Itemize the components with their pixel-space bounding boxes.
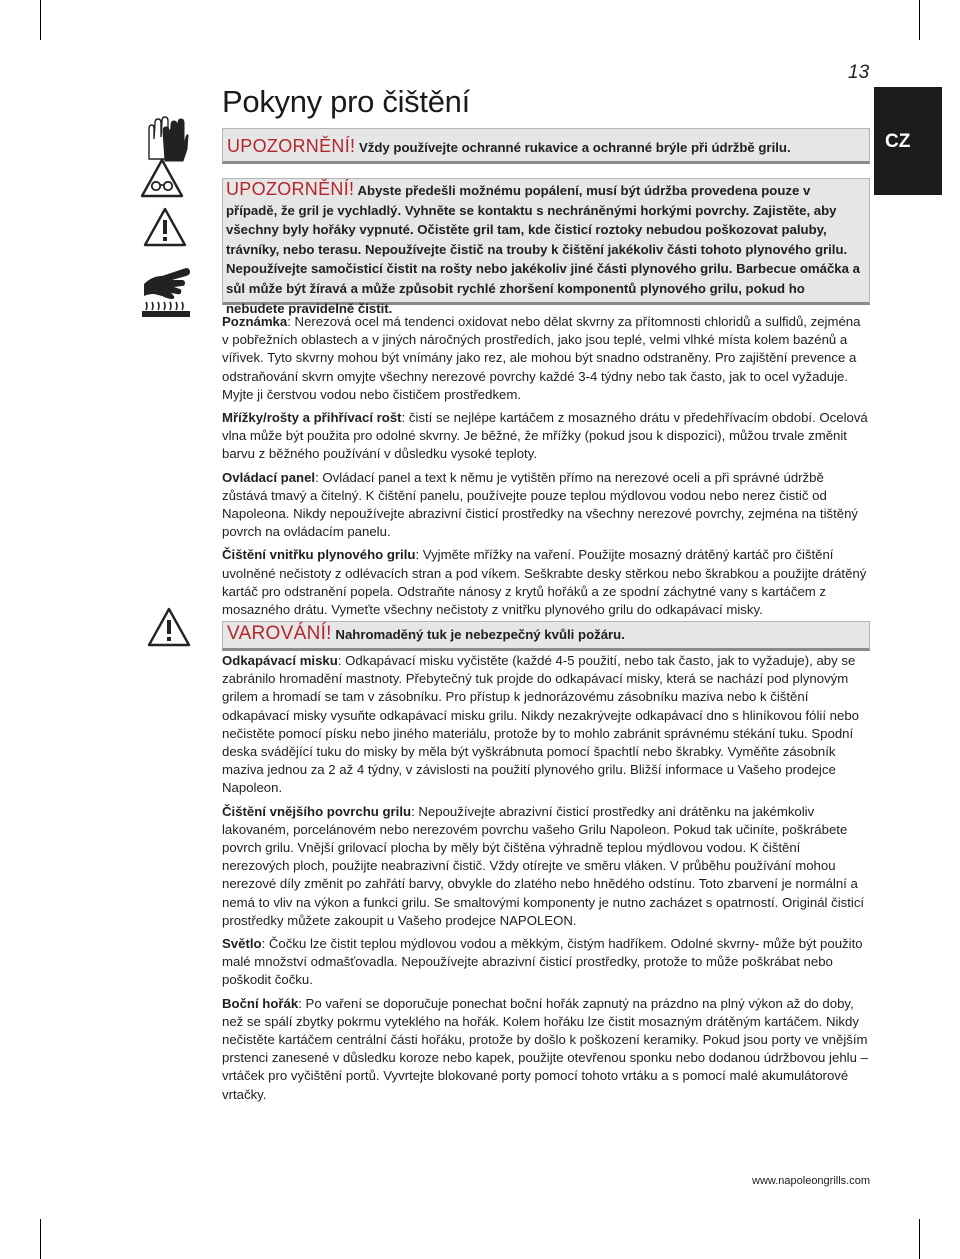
grease-warning-box xyxy=(222,621,870,651)
section-label: Mřížky/rošty a přihřívací rošt xyxy=(222,410,402,426)
crop-mark-bottom-left xyxy=(0,1219,41,1259)
control-panel-paragraph xyxy=(222,469,870,542)
protective-gloves-icon xyxy=(143,115,189,163)
warning-triangle-icon xyxy=(143,207,187,247)
section-text: : Po vaření se doporučuje ponechat boční hořák zapnutý na prázdno na plný výkon až do doby, než se spálí zbytky pokrmu vyteklého na hořák. Kolem hořáku lze čistit mosazným drátěným kartáčem. Nikdy nečistěte kartáčem centrální části hořáku, protože by došlo k poškození keramiky. Pokud jsou porty ve vnějším prstenci zanesené v důsledku koroze nebo kapek, použijte otevřenou sponku nebo dodanou údržbovou jehlu – vrtáček pro vyčištění portů. Vyvrtejte blokované porty pomocí tohoto vrtáku a s pomocí malé akumulátorové vrtačky. xyxy=(222,995,868,1102)
drip-pan-paragraph xyxy=(222,652,870,798)
language-tab xyxy=(874,87,942,195)
light-paragraph xyxy=(222,935,870,990)
section-label: Světlo xyxy=(222,936,262,952)
caution-text: Abyste předešli možnému popálení, musí být údržba provedena pouze v případě, že gril je vychladlý. Vyhněte se kontaktu s nechráněnými horkými povrchy. Zajistěte, aby všechny byly hořáky vypnuté. Očistěte gril tam, kde čisticí roztoky nebudou poškozovat paluby, trávníky, nebo terasu. Nepoužívejte čistič na trouby k čištění jakékoliv části tohoto plynového grilu. Nepoužívejte samočisticí čistit na rošty nebo jakékoliv jiné části plynového grilu. Barbecue omáčka a sůl může být žíravá a může způsobit rychlé zhoršení komponentů plynového grilu, pokud ho nebudete pravidelně čistit. xyxy=(226,183,860,316)
section-label: Poznámka xyxy=(222,314,288,329)
language-tab-label: CZ xyxy=(885,131,911,152)
exterior-paragraph xyxy=(222,803,870,930)
burns-caution-box xyxy=(222,178,870,316)
cleaning-instructions-upper xyxy=(222,313,870,619)
section-label: Čištění vnitřku plynového grilu xyxy=(222,547,416,563)
gloves-caution-box xyxy=(222,128,870,164)
warning-text: Nahromaděný tuk je nebezpečný kvůli požáru. xyxy=(331,627,625,642)
caution-text: Vždy používejte ochranné rukavice a ochranné brýle při údržbě grilu. xyxy=(355,140,791,155)
side-burner-paragraph xyxy=(222,995,870,1104)
grids-paragraph xyxy=(222,409,870,464)
note-paragraph xyxy=(222,313,870,404)
section-text: : Nepoužívejte abrazivní čisticí prostředky ani drátěnku na jakémkoliv lakovaném, porcelánovém nebo nerezovém povrchu vašeho Grilu Napoleon. Pokud tak učiníte, poškrábete povrch grilu. Vnější grilovací plocha by měly být čištěna výhradně teplou mýdlovou vodou. K čištění nerezových ploch, použijte neabrazivní čistič. Vždy otírejte ve směru vláken. V průběhu používání mohou nerezové díly změnit po zahřátí barvy, obvykle do zlatého nebo hnědého odstínu. Toto zbarvení je normální a nemá to vliv na výkon a funkci grilu. Se smaltovými komponenty je nutno zacházet s opatrností. Originál čisticí prostředky můžete zakoupit u Vašeho prodejce NAPOLEON. xyxy=(222,803,865,928)
warning-keyword: VAROVÁNÍ! xyxy=(227,623,332,644)
section-label: Čištění vnějšího povrchu grilu xyxy=(222,803,412,819)
page-title: Pokyny pro čištění xyxy=(222,84,470,119)
section-text: : Vyjměte mřížky na vaření. Použijte mosazný drátěný kartáč pro čištění uvolněné nečistoty z odlévacích stran a pod víkem. Seškrabte desky stěrkou nebo škrabkou a použijte drátěný kartáč pro odstranění popela. Odstraňte nánosy z krytů hořáků a ze spodní záchytné vany s kartáčem z mosazného drátu. Vymeťte všechny nečistoty z vnitřku plynového grilu do odkapávací misky. xyxy=(222,547,867,618)
section-label: Boční hořák xyxy=(222,995,299,1011)
crop-mark-top-right xyxy=(919,0,960,40)
hot-surface-hand-icon xyxy=(138,264,194,320)
warning-triangle-icon xyxy=(147,607,191,647)
section-label: Ovládací panel xyxy=(222,469,316,485)
crop-mark-top-left xyxy=(0,0,41,40)
section-label: Odkapávací misku xyxy=(222,653,338,668)
crop-mark-bottom-right xyxy=(919,1219,960,1259)
footer-website-link[interactable]: www.napoleongrills.com xyxy=(752,1175,870,1187)
section-text: : čistí se nejlépe kartáčem z mosazného drátu v předehřívacím období. Ocelová vlna může být použita pro odolné skvrny. Je běžné, že mřížky (pokud jsou k dispozici), můžou trvale změnit barvu z běžného používání v důsledku vysoké teploty. xyxy=(222,410,868,462)
section-text: : Ovládací panel a text k němu je vytištěn přímo na nerezové oceli a při správné údržbě zůstává tmavý a čitelný. K čištění panelu, používejte pouze teplou mýdlovou vodou nebo nerez čistič od Napoleona. Nikdy nepoužívejte abrazivní čisticí prostředky na všechny nerezové povrchy, zejména na tištěný povrch na ovládacím panelu. xyxy=(222,469,859,540)
section-text: : Odkapávací misku vyčistěte (každé 4-5 použití, nebo tak často, jak to vyžaduje), aby se zabránilo hromadění mastnoty. Přebytečný tuk projde do odkapávací misky, která se nachází pod plynovým grilem a hromadí se tam v zásobníku. Pro přístup k jednorázovému zásobníku maziva nebo k čištění odkapávací misky vysuňte odkapávací misku grilu. Nikdy nezakrývejte odkapávací dno s hliníkovou fólií nebo nečistěte pomocí písku nebo jiného materiálu, protože by to mohlo zabránit správnému stékání tuku. Spodní deska svádějící tuku do misky by měla být vyškrábnuta pomocí špachtlí nebo škrabky. Vyměňte zásobník maziva jednou za 2 až 4 týdny, v závislosti na použití plynového grilu. Bližší informace u Vašeho prodejce Napoleon. xyxy=(222,653,859,796)
interior-paragraph xyxy=(222,546,870,619)
cleaning-instructions-lower xyxy=(222,652,870,1104)
section-text: : Čočku lze čistit teplou mýdlovou vodou a měkkým, čistým hadříkem. Odolné skvrny- může být použito malé množství odmašťovadla. Nepoužívejte abrazivní čisticí prostředky, protože to může poškrábat nebo poškodit čočku. xyxy=(222,936,863,988)
section-text: : Nerezová ocel má tendenci oxidovat nebo dělat skvrny za přítomnosti chloridů a sulfidů, zejména v pobřežních oblastech a v jiných náročných prostředích, jako jsou teplé, velmi vlhké místa kolem bazénů a vířivek. Tyto skvrny mohou být vnímány jako rez, ale mohou být snadno odstraněny. Pro zajištění prevence a odstraňování skvrn omyjte všechny nerezové povrchy každé 3-4 týdny nebo tak často, jak to ocel vyžaduje. Myjte ji čerstvou vodou nebo čističem prostředkem. xyxy=(222,314,861,402)
page-number: 13 xyxy=(848,62,870,83)
caution-keyword: UPOZORNĚNÍ! xyxy=(227,136,356,156)
safety-goggles-icon xyxy=(140,158,184,198)
caution-keyword: UPOZORNĚNÍ! xyxy=(226,179,355,199)
